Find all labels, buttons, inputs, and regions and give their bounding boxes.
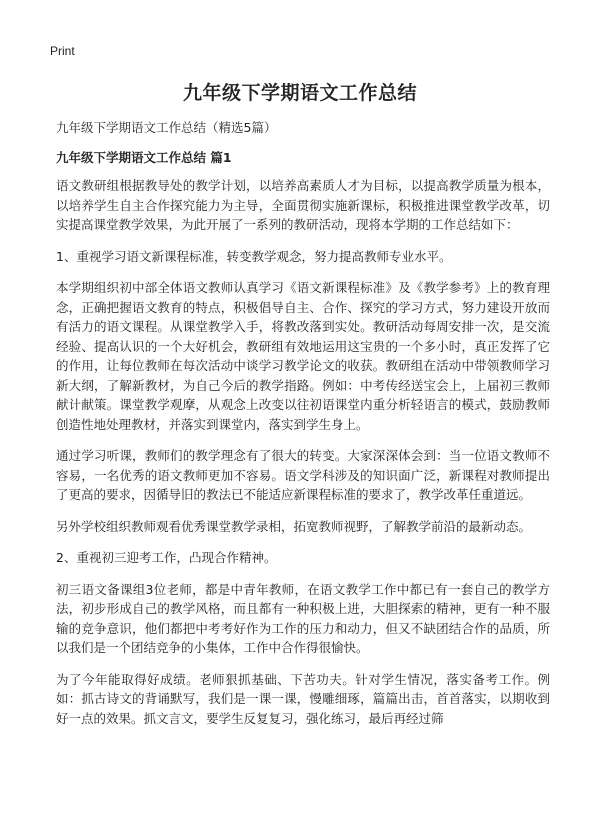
document-body — [56, 118, 550, 740]
paragraph-team: 初三语文备课组3位老师，都是中青年教师，在语文教学工作中都已有一套自己的教学方法，初步形成自己的教学风格，而且都有一种积极上进，大胆探索的精神，更有一种不服输的竞争意识，他们都把中考考好作为工作的压力和动力，但又不缺团结合作的品质，所以我们是一个团结竞争的小集体，工作中合作得很愉快。 — [56, 581, 550, 655]
paragraph-point-2: 2、重视初三迎考工作，凸现合作精神。 — [56, 550, 277, 565]
paragraph-study: 本学期组织初中部全体语文教师认真学习《语文新课程标准》及《教学参考》上的教育理念，正确把握语文教育的特点，积极倡导自主、合作、探究的学习方式，努力建设开放而有活力的语文课程。从课堂教学入手，将教改落到实处。教研活动每周安排一次，是交流经验、提高认识的一个大好机会，教研组有效地运用这宝贵的一个多小时，真正发挥了它的作用，让每位教师在每次活动中谈学习教学论文的收获。教研组在活动中带领教师学习新大纲，了解新教材，为自己今后的教学指路。例如：中考传经送宝会上，上届初三教师献计献策。课堂教学观摩，从观念上改变以往初语课堂内重分析轻语言的模式，鼓励教师创造性地处理教材，并落实到课堂内，落实到学生身上。 — [56, 280, 550, 432]
paragraph-change: 通过学习听课，教师们的教学理念有了很大的转变。大家深深体会到：当一位语文教师不容易，一名优秀的语文教师更加不容易。语文学科涉及的知识面广泛，新课程对教师提出了更高的要求，因循导旧的教法已不能适应新课程标准的要求了，教学改革任重道远。 — [56, 448, 550, 502]
print-link[interactable]: Print — [50, 44, 75, 58]
page-title: 九年级下学期语文工作总结 — [182, 82, 417, 104]
paragraph-video: 另外学校组织教师观看优秀课堂教学录相，拓宽教师视野，了解教学前沿的最新动态。 — [56, 518, 532, 534]
paragraph-exam-prep: 为了今年能取得好成绩。老师狠抓基础、下苦功夫。针对学生情况，落实备考工作。例如：抓古诗文的背诵默写，我们是一课一课，慢雕细琢，篇篇出击，首首落实，以期收到好一点的效果。抓文言文，要学生反复复习，强化练习，最后再经过筛 — [56, 671, 550, 726]
document-subtitle: 九年级下学期语文工作总结（精选5篇） — [56, 120, 277, 135]
section-heading: 九年级下学期语文工作总结 篇1 — [56, 150, 232, 165]
paragraph-intro: 语文教研组根据教导处的教学计划，以培养高素质人才为目标，以提高教学质量为根本，以培养学生自主合作探究能力为主导，全面贯彻实施新课标，积极推进课堂教学改革，切实提高课堂教学效果，为此开展了一系列的教研活动，现将本学期的工作总结如下： — [56, 178, 550, 232]
paragraph-point-1: 1、重视学习语文新课程标准，转变教学观念，努力提高教师专业水平。 — [56, 248, 452, 264]
